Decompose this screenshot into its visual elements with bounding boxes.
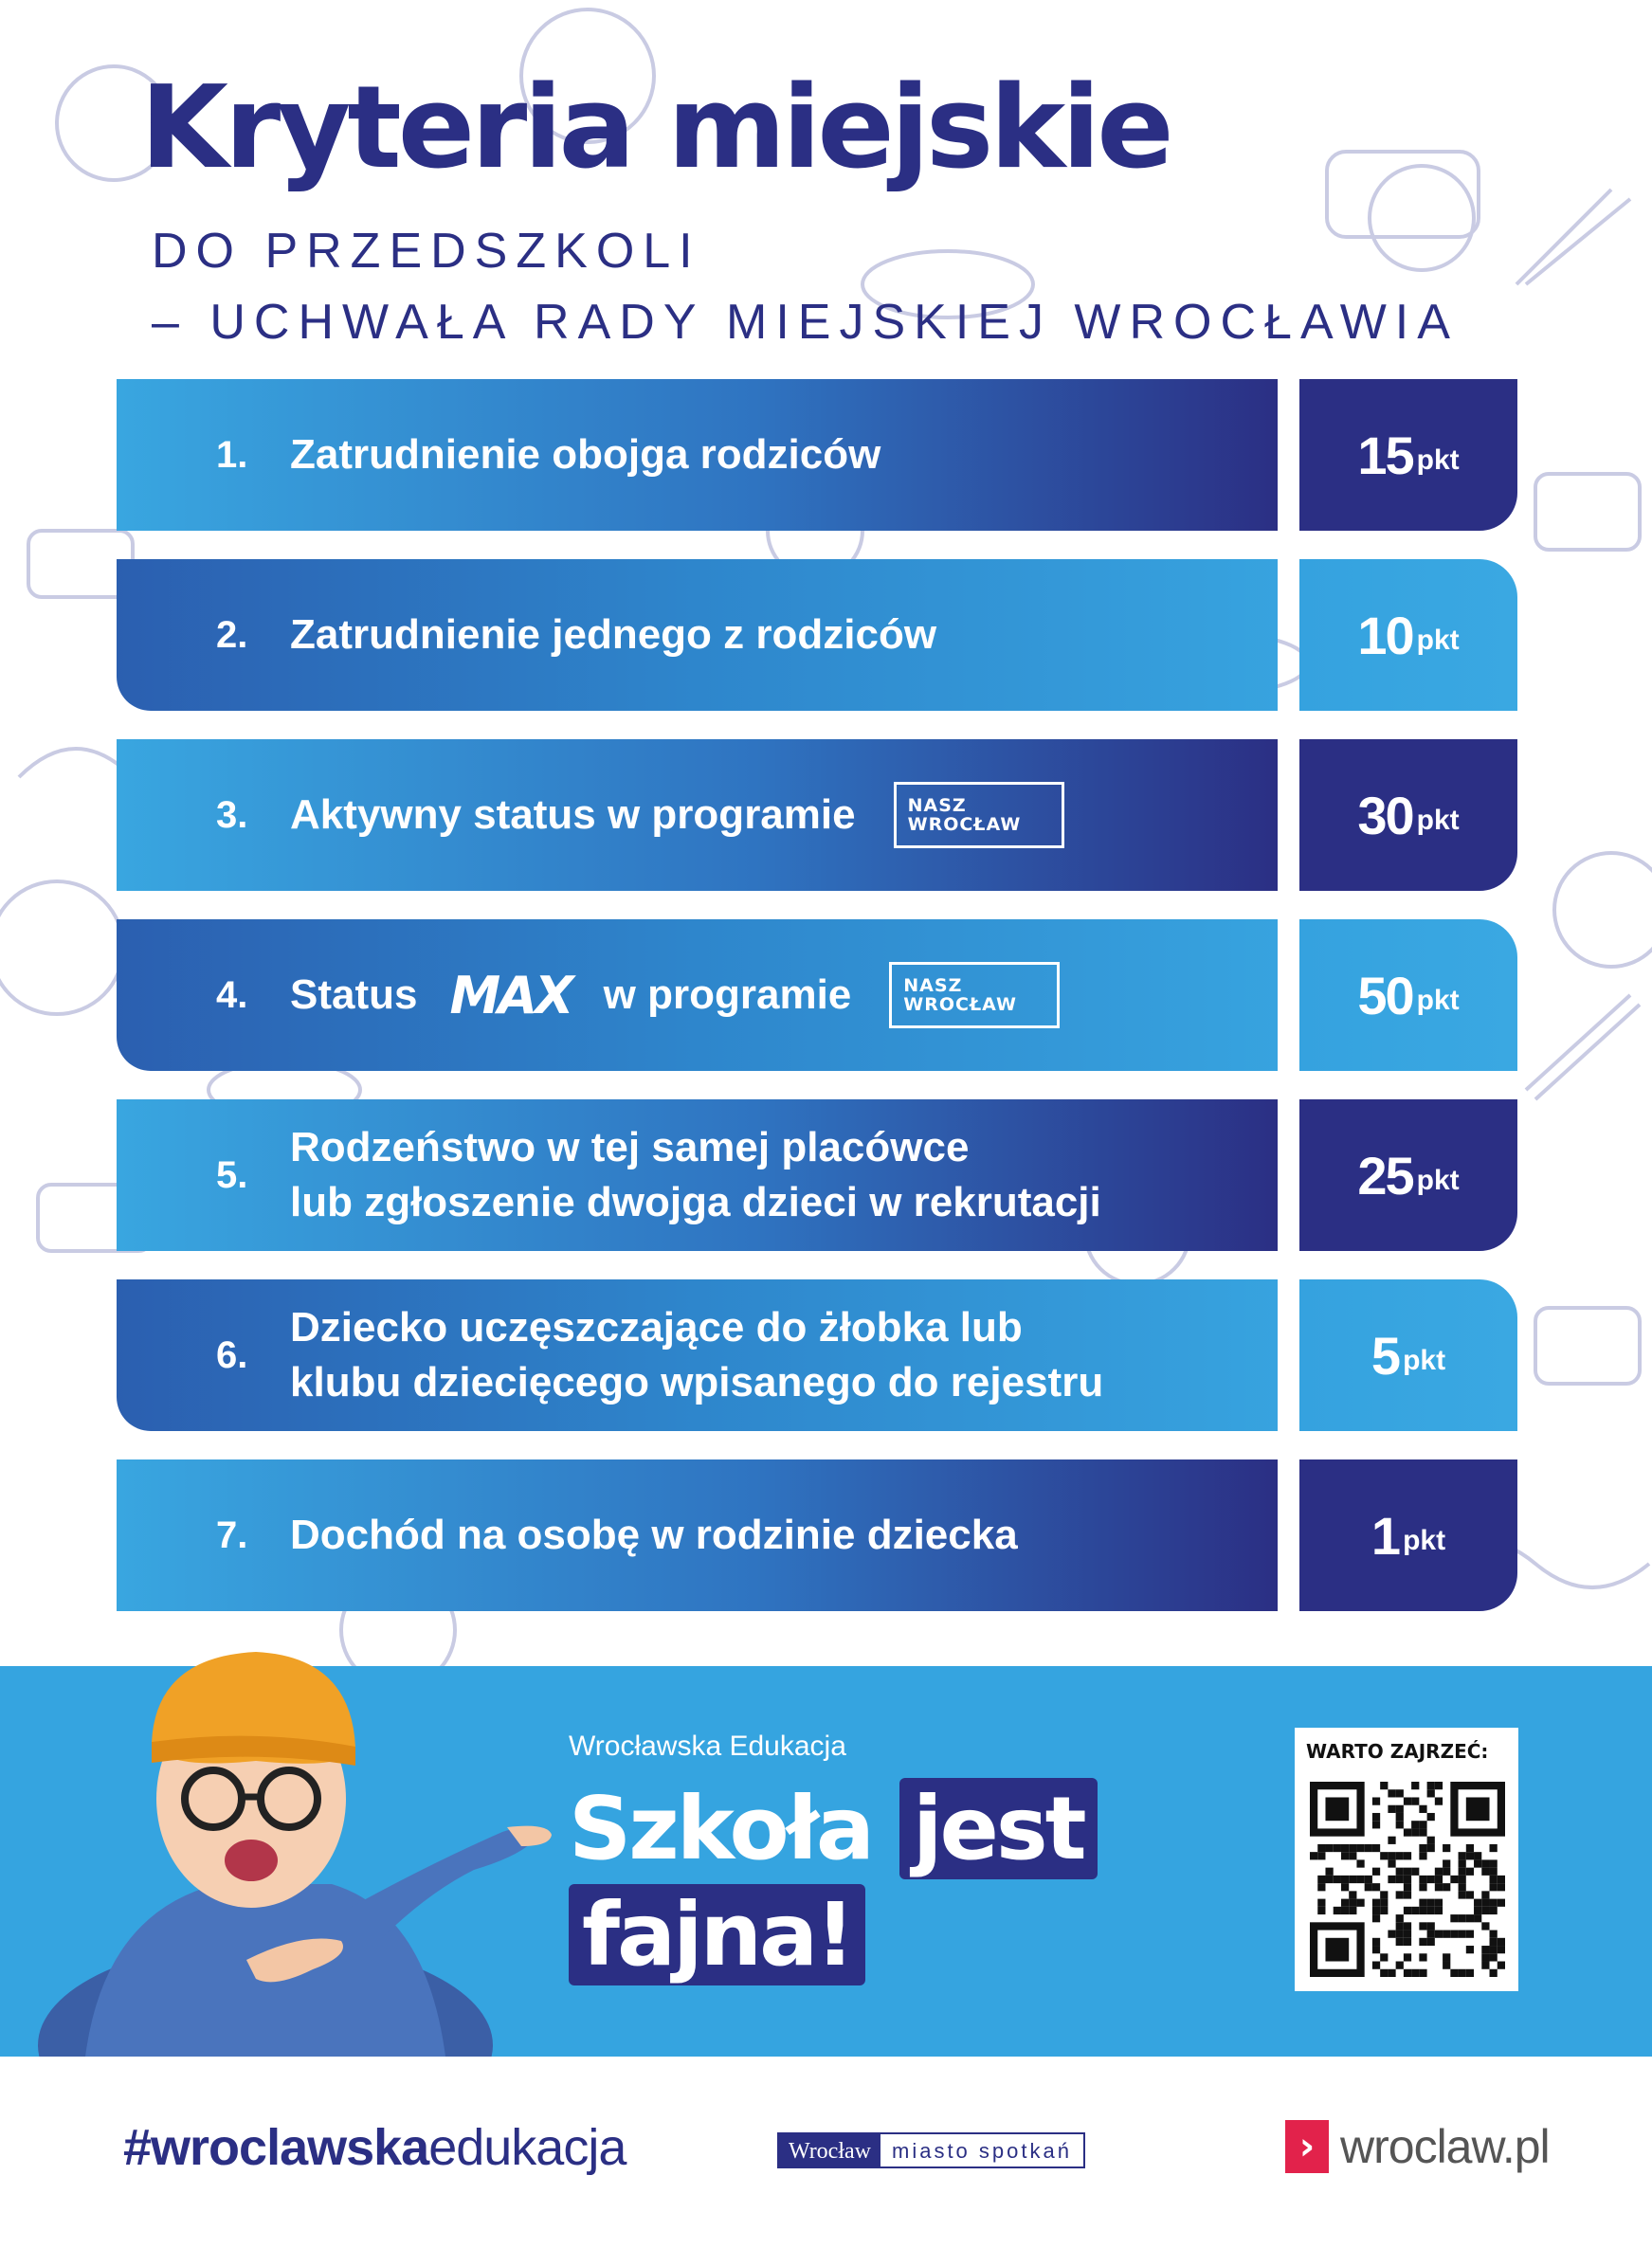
qr-module [1450,1876,1458,1883]
qr-module [1325,1876,1333,1883]
qr-module [1372,1899,1380,1907]
qr-module [1396,1821,1404,1828]
qr-module [1396,1938,1404,1946]
qr-module [1396,1813,1404,1821]
qr-module [1317,1876,1325,1883]
qr-module [1396,1962,1404,1969]
criterion-number: 6. [216,1334,248,1376]
page-subtitle-line2: – UCHWAŁA RADY MIEJSKIEJ WROCŁAWIA [152,295,1459,350]
qr-module [1372,1883,1380,1891]
qr-module [1419,1844,1426,1852]
qr-module [1372,1813,1380,1821]
qr-module [1404,1828,1411,1836]
criterion-points [1299,919,1517,1071]
qr-module [1411,1969,1419,1977]
doodle-shape [0,881,123,1014]
qr-module [1396,1891,1404,1898]
nasz-wroclaw-logo [889,962,1060,1028]
qr-module [1325,1868,1333,1876]
qr-module [1490,1907,1498,1914]
qr-module [1365,1876,1372,1883]
qr-module [1380,1953,1388,1961]
criterion-number: 3. [216,794,248,836]
qr-module [1435,1907,1443,1914]
criterion-text-line1: Dziecko uczęszczające do żłobka lub [290,1304,1023,1351]
criterion-number: 5. [216,1154,248,1196]
qr-module [1380,1969,1388,1977]
points-unit: pkt [1403,1345,1446,1376]
page-title: Kryteria miejskie [140,63,1171,194]
criterion-points [1299,559,1517,711]
qr-finder [1325,1938,1349,1962]
qr-module [1388,1789,1395,1797]
criterion-bar [117,739,1278,891]
qr-module [1404,1953,1411,1961]
qr-module [1435,1797,1443,1804]
qr-module [1411,1828,1419,1836]
qr-module [1404,1868,1411,1876]
qr-module [1490,1859,1498,1867]
points-unit: pkt [1416,444,1460,476]
qr-module [1419,1883,1426,1891]
qr-module [1427,1922,1435,1930]
qr-module [1404,1852,1411,1859]
qr-module [1372,1938,1380,1946]
points-value: 5 [1371,1325,1400,1386]
qr-module [1341,1899,1349,1907]
qr-module [1404,1797,1411,1804]
qr-module [1380,1907,1388,1914]
criterion-row-5 [117,1099,1517,1251]
qr-module [1317,1883,1325,1891]
qr-module [1481,1868,1489,1876]
doodle-shape [1526,995,1640,1099]
qr-finder [1466,1797,1490,1821]
qr-module [1481,1907,1489,1914]
qr-module [1459,1852,1466,1859]
qr-module [1459,1931,1466,1938]
qr-module [1356,1859,1364,1867]
nasz-wroclaw-logo-line2: WROCŁAW [903,994,1017,1015]
qr-module [1498,1962,1505,1969]
qr-module [1443,1844,1450,1852]
qr-module [1349,1899,1356,1907]
qr-module [1341,1907,1349,1914]
criterion-text-b: w programie [603,971,852,1018]
qr-module [1435,1883,1443,1891]
qr-module [1325,1844,1333,1852]
qr-module [1435,1931,1443,1938]
qr-module [1427,1789,1435,1797]
qr-module [1490,1931,1498,1938]
qr-module [1481,1891,1489,1898]
qr-module [1419,1969,1426,1977]
qr-module [1372,1962,1380,1969]
qr-module [1435,1868,1443,1876]
points-value: 10 [1357,605,1413,665]
qr-module [1459,1859,1466,1867]
qr-module [1380,1852,1388,1859]
qr-module [1317,1844,1325,1852]
criterion-number: 2. [216,614,248,656]
qr-module [1427,1931,1435,1938]
qr-module [1481,1899,1489,1907]
qr-module [1450,1914,1458,1922]
qr-module [1334,1844,1341,1852]
qr-module [1481,1953,1489,1961]
qr-module [1334,1876,1341,1883]
qr-module [1365,1844,1372,1852]
max-logo [442,966,578,1025]
qr-module [1427,1782,1435,1789]
criterion-number: 1. [216,434,248,476]
qr-module [1498,1946,1505,1953]
qr-module [1466,1891,1474,1898]
qr-module [1466,1852,1474,1859]
qr-module [1396,1789,1404,1797]
qr-module [1466,1914,1474,1922]
criterion-text-wrap [290,739,1064,891]
qr-module [1404,1907,1411,1914]
qr-module [1490,1953,1498,1961]
criterion-text: Aktywny status w programie [290,791,856,838]
criterion-text-wrap [290,1279,1103,1431]
qr-module [1474,1914,1481,1922]
qr-module [1427,1907,1435,1914]
qr-module [1404,1883,1411,1891]
qr-module [1419,1805,1426,1813]
qr-module [1388,1931,1395,1938]
qr-module [1490,1883,1498,1891]
qr-module [1474,1907,1481,1914]
points-value: 1 [1371,1505,1400,1566]
criterion-bar [117,919,1278,1071]
qr-module [1419,1852,1426,1859]
qr-module [1334,1907,1341,1914]
criterion-text: Zatrudnienie jednego z rodziców [290,611,937,658]
criterion-bar [117,379,1278,531]
qr-module [1365,1883,1372,1891]
qr-module [1466,1946,1474,1953]
criterion-points [1299,1279,1517,1431]
criterion-row-3 [117,739,1517,891]
points-value: 30 [1357,785,1413,845]
qr-module [1443,1953,1450,1961]
criterion-row-6 [117,1279,1517,1431]
criterion-bar [117,559,1278,711]
points-unit: pkt [1416,625,1460,656]
qr-module [1498,1899,1505,1907]
qr-module [1372,1946,1380,1953]
qr-module [1411,1797,1419,1804]
qr-title[interactable]: WARTO ZAJRZEĆ: [1306,1740,1489,1763]
qr-module [1404,1931,1411,1938]
criterion-row-1 [117,379,1517,531]
qr-module [1435,1782,1443,1789]
points-unit: pkt [1416,1165,1460,1196]
criterion-text-line2: klubu dziecięcego wpisanego do rejestru [290,1359,1104,1405]
qr-module [1372,1868,1380,1876]
qr-module [1490,1868,1498,1876]
qr-module [1459,1876,1466,1883]
qr-module [1466,1931,1474,1938]
qr-module [1404,1922,1411,1930]
qr-module [1411,1907,1419,1914]
criterion-text: Dochód na osobę w rodzinie dziecka [290,1512,1018,1558]
qr-module [1435,1899,1443,1907]
nasz-wroclaw-logo [894,782,1064,848]
doodle-shape [1516,190,1630,284]
qr-module [1427,1844,1435,1852]
criterion-text-wrap [290,919,1060,1071]
doodle-shape [1535,474,1640,550]
criterion-points [1299,1099,1517,1251]
qr-code[interactable] [1310,1782,1505,1977]
nasz-wroclaw-logo-line1: NASZ [903,975,963,996]
qr-module [1498,1938,1505,1946]
qr-module [1396,1805,1404,1813]
qr-module [1404,1938,1411,1946]
qr-module [1341,1883,1349,1891]
qr-module [1427,1876,1435,1883]
doodle-shape [1554,853,1652,967]
qr-module [1411,1868,1419,1876]
qr-module [1404,1876,1411,1883]
criterion-number: 4. [216,974,248,1016]
qr-module [1349,1852,1356,1859]
qr-module [1396,1931,1404,1938]
qr-module [1411,1782,1419,1789]
criterion-text-line1: Rodzeństwo w tej samej placówce [290,1124,970,1170]
points-unit: pkt [1403,1525,1446,1556]
qr-module [1466,1969,1474,1977]
qr-module [1474,1899,1481,1907]
qr-module [1459,1883,1466,1891]
qr-module [1481,1962,1489,1969]
qr-module [1459,1891,1466,1898]
points-value: 50 [1357,965,1413,1025]
criterion-text-wrap [290,1099,1101,1251]
qr-module [1380,1899,1388,1907]
qr-module [1419,1821,1426,1828]
qr-module [1356,1844,1364,1852]
qr-module [1450,1969,1458,1977]
qr-module [1481,1946,1489,1953]
qr-module [1380,1782,1388,1789]
hashtag[interactable] [123,2118,626,2177]
qr-module [1388,1837,1395,1844]
qr-module [1419,1922,1426,1930]
slogan-word-szkola: Szkoła [569,1778,872,1879]
qr-module [1396,1922,1404,1930]
points-value: 25 [1357,1145,1413,1206]
qr-module [1404,1891,1411,1898]
qr-module [1427,1837,1435,1844]
qr-module [1419,1953,1426,1961]
qr-module [1443,1931,1450,1938]
qr-module [1419,1938,1426,1946]
qr-module [1459,1914,1466,1922]
qr-module [1474,1852,1481,1859]
qr-module [1490,1876,1498,1883]
slogan-line1 [569,1778,1098,1879]
qr-module [1490,1969,1498,1977]
qr-module [1317,1899,1325,1907]
wroclaw-city-logo [777,2132,1085,2168]
qr-module [1372,1907,1380,1914]
qr-module [1443,1868,1450,1876]
qr-module [1341,1844,1349,1852]
criterion-text-a: Status [290,971,418,1018]
qr-module [1427,1938,1435,1946]
slogan-word-fajna: fajna! [569,1884,865,1985]
hashtag-light: edukacja [428,2119,626,2176]
qr-module [1388,1805,1395,1813]
qr-module [1349,1891,1356,1898]
qr-module [1396,1876,1404,1883]
qr-module [1419,1828,1426,1836]
qr-module [1459,1969,1466,1977]
page-subtitle-line1: DO PRZEDSZKOLI [152,224,701,279]
qr-module [1443,1859,1450,1867]
points-value: 15 [1357,425,1413,485]
qr-module [1388,1969,1395,1977]
qr-module [1356,1899,1364,1907]
criterion-number: 7. [216,1514,248,1556]
qr-module [1388,1852,1395,1859]
qr-module [1349,1907,1356,1914]
qr-module [1411,1821,1419,1828]
qr-module [1490,1899,1498,1907]
qr-module [1427,1899,1435,1907]
wroclaw-pl-link[interactable] [1285,2119,1550,2174]
nasz-wroclaw-logo-line2: WROCŁAW [907,814,1022,835]
qr-module [1396,1852,1404,1859]
slogan-word-jest: jest [899,1778,1098,1879]
points-unit: pkt [1416,985,1460,1016]
qr-module [1435,1876,1443,1883]
qr-module [1450,1931,1458,1938]
qr-module [1380,1891,1388,1898]
qr-module [1481,1922,1489,1930]
qr-module [1490,1844,1498,1852]
site-url: wroclaw.pl [1340,2120,1550,2173]
criterion-row-7 [117,1459,1517,1611]
banner-label: Wrocławska Edukacja [569,1731,846,1762]
qr-module [1372,1797,1380,1804]
qr-module [1317,1907,1325,1914]
qr-module [1474,1859,1481,1867]
qr-module [1419,1899,1426,1907]
qr-finder [1325,1797,1349,1821]
qr-module [1372,1914,1380,1922]
qr-module [1396,1914,1404,1922]
qr-module [1349,1876,1356,1883]
qr-module [1388,1859,1395,1867]
qr-module [1419,1907,1426,1914]
city-logo-tagline: miasto spotkań [892,2139,1072,2163]
qr-module [1396,1868,1404,1876]
qr-module [1443,1962,1450,1969]
qr-module [1490,1946,1498,1953]
nasz-wroclaw-logo-line1: NASZ [907,795,967,816]
arrow-right-icon: › [1285,2120,1329,2173]
qr-module [1490,1938,1498,1946]
criterion-bar [117,1279,1278,1431]
points-unit: pkt [1416,805,1460,836]
qr-module [1310,1852,1317,1859]
doodle-shape [1327,152,1479,237]
criterion-points [1299,739,1517,891]
qr-module [1459,1868,1466,1876]
criterion-text: Zatrudnienie obojga rodziców [290,431,881,478]
criterion-text-line2: lub zgłoszenie dwojga dzieci w rekrutacji [290,1179,1101,1225]
qr-module [1341,1876,1349,1883]
qr-module [1427,1813,1435,1821]
qr-module [1498,1876,1505,1883]
doodle-shape [1535,1308,1640,1384]
qr-module [1388,1876,1395,1883]
criterion-points [1299,379,1517,531]
qr-module [1419,1876,1426,1883]
criterion-bar [117,1099,1278,1251]
doodle-shape [1370,166,1474,270]
qr-module [1372,1844,1380,1852]
slogan-line2 [569,1884,865,1985]
qr-module [1466,1868,1474,1876]
qr-module [1349,1844,1356,1852]
qr-module [1372,1821,1380,1828]
child-photo [28,1628,559,2057]
qr-module [1356,1876,1364,1883]
city-logo-name: Wrocław [779,2134,880,2166]
qr-module [1404,1969,1411,1977]
criterion-row-4 [117,919,1517,1071]
criterion-bar [117,1459,1278,1611]
qr-module [1466,1844,1474,1852]
qr-module [1341,1852,1349,1859]
qr-module [1443,1883,1450,1891]
qr-module [1498,1883,1505,1891]
criterion-row-2 [117,559,1517,711]
qr-module [1481,1859,1489,1867]
max-logo-text: MAX [449,965,572,1025]
hashtag-bold: #wroclawska [123,2119,429,2176]
criterion-points [1299,1459,1517,1611]
qr-module [1317,1852,1325,1859]
